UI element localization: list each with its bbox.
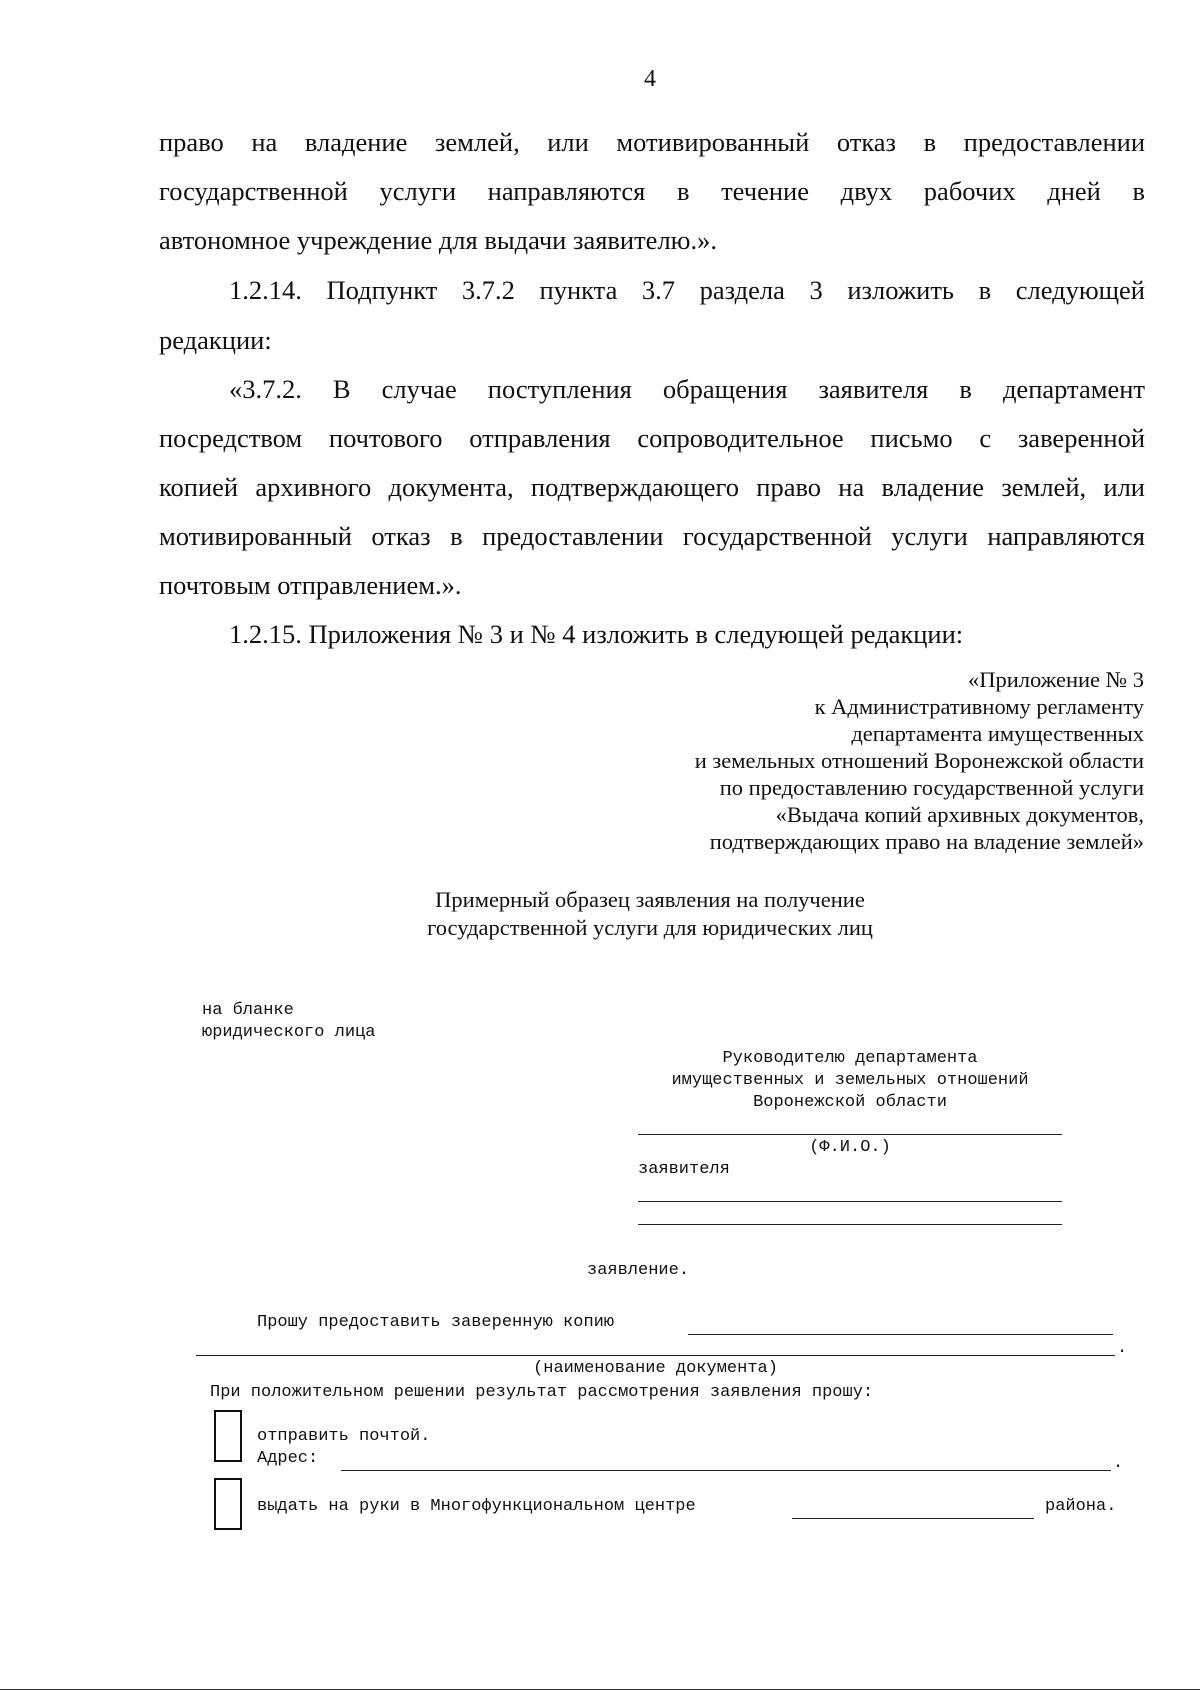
paragraph-line: редакции: [159,325,272,355]
document-name-underline[interactable] [688,1334,1113,1335]
mail-checkbox[interactable] [214,1410,242,1462]
document-name-caption: (наименование документа) [533,1359,778,1378]
form-title [350,886,950,942]
document-name-underline[interactable] [196,1355,1115,1356]
appendix-header-line: «Выдача копий архивных документов, [775,802,1144,827]
paragraph-line: «3.7.2. В случае поступления обращения заявителя в департамент [229,374,1145,404]
appendix-header-line: департамента имущественных [851,721,1144,746]
paragraph-line: автономное учреждение для выдачи заявителю.». [159,225,717,255]
applicant-underline[interactable] [638,1201,1062,1202]
punctuation: . [1113,1454,1124,1473]
form-title-line: государственной услуги для юридических лиц [427,915,873,940]
appendix-header-line: к Административному регламенту [814,694,1144,719]
page-number: 4 [644,66,656,92]
fio-caption: (Ф.И.О.) [809,1138,891,1157]
letterhead-note: юридического лица [202,1023,376,1042]
paragraph-line: посредством почтового отправления сопроводительное письмо с заверенной [159,423,1145,453]
letterhead-note: на бланке [202,1001,294,1020]
statement-title: заявление. [587,1261,690,1280]
address-label: Адрес: [257,1449,319,1468]
paragraph-line: 1.2.15. Приложения № 3 и № 4 изложить в следующей редакции: [229,619,964,649]
option-mfc-label: выдать на руки в Многофункциональном центре [257,1497,696,1516]
addressee-line: Руководителю департамента [722,1049,978,1068]
fio-underline[interactable] [638,1134,1062,1135]
paragraph-line: почтовым отправлением.». [159,570,462,600]
mfc-checkbox[interactable] [214,1478,242,1530]
paragraph-line: 1.2.14. Подпункт 3.7.2 пункта 3.7 раздела 3 изложить в следующей [229,275,1145,305]
paragraph-line: мотивированный отказ в предоставлении государственной услуги направляются [159,521,1145,551]
option-mail-label: отправить почтой. [257,1427,431,1446]
paragraph-line: копией архивного документа, подтверждающего право на владение землей, или [159,472,1145,502]
appendix-header-line: по предоставлению государственной услуги [719,775,1144,800]
appendix-header-line: и земельных отношений Воронежской области [694,748,1144,773]
page-bottom-rule [0,1689,1200,1690]
form-title-line: Примерный образец заявления на получение [435,887,865,912]
addressee-line: Воронежской области [753,1093,947,1112]
paragraph-line: право на владение землей, или мотивированный отказ в предоставлении [159,127,1145,157]
appendix-header-line: подтверждающих право на владение землей» [709,829,1144,854]
request-text: Прошу предоставить заверенную копию [257,1313,615,1332]
paragraph-line: государственной услуги направляются в течение двух рабочих дней в [159,176,1145,206]
applicant-underline[interactable] [638,1224,1062,1225]
appendix-header [695,666,1144,855]
appendix-header-line: «Приложение № 3 [968,667,1144,692]
district-label: района. [1045,1497,1117,1516]
addressee-line: имущественных и земельных отношений [671,1071,1029,1090]
punctuation: . [1117,1339,1128,1358]
positive-decision-text: При положительном решении результат рассмотрения заявления прошу: [210,1383,874,1402]
address-underline[interactable] [341,1470,1111,1471]
applicant-label: заявителя [638,1160,730,1179]
district-underline[interactable] [792,1518,1034,1519]
